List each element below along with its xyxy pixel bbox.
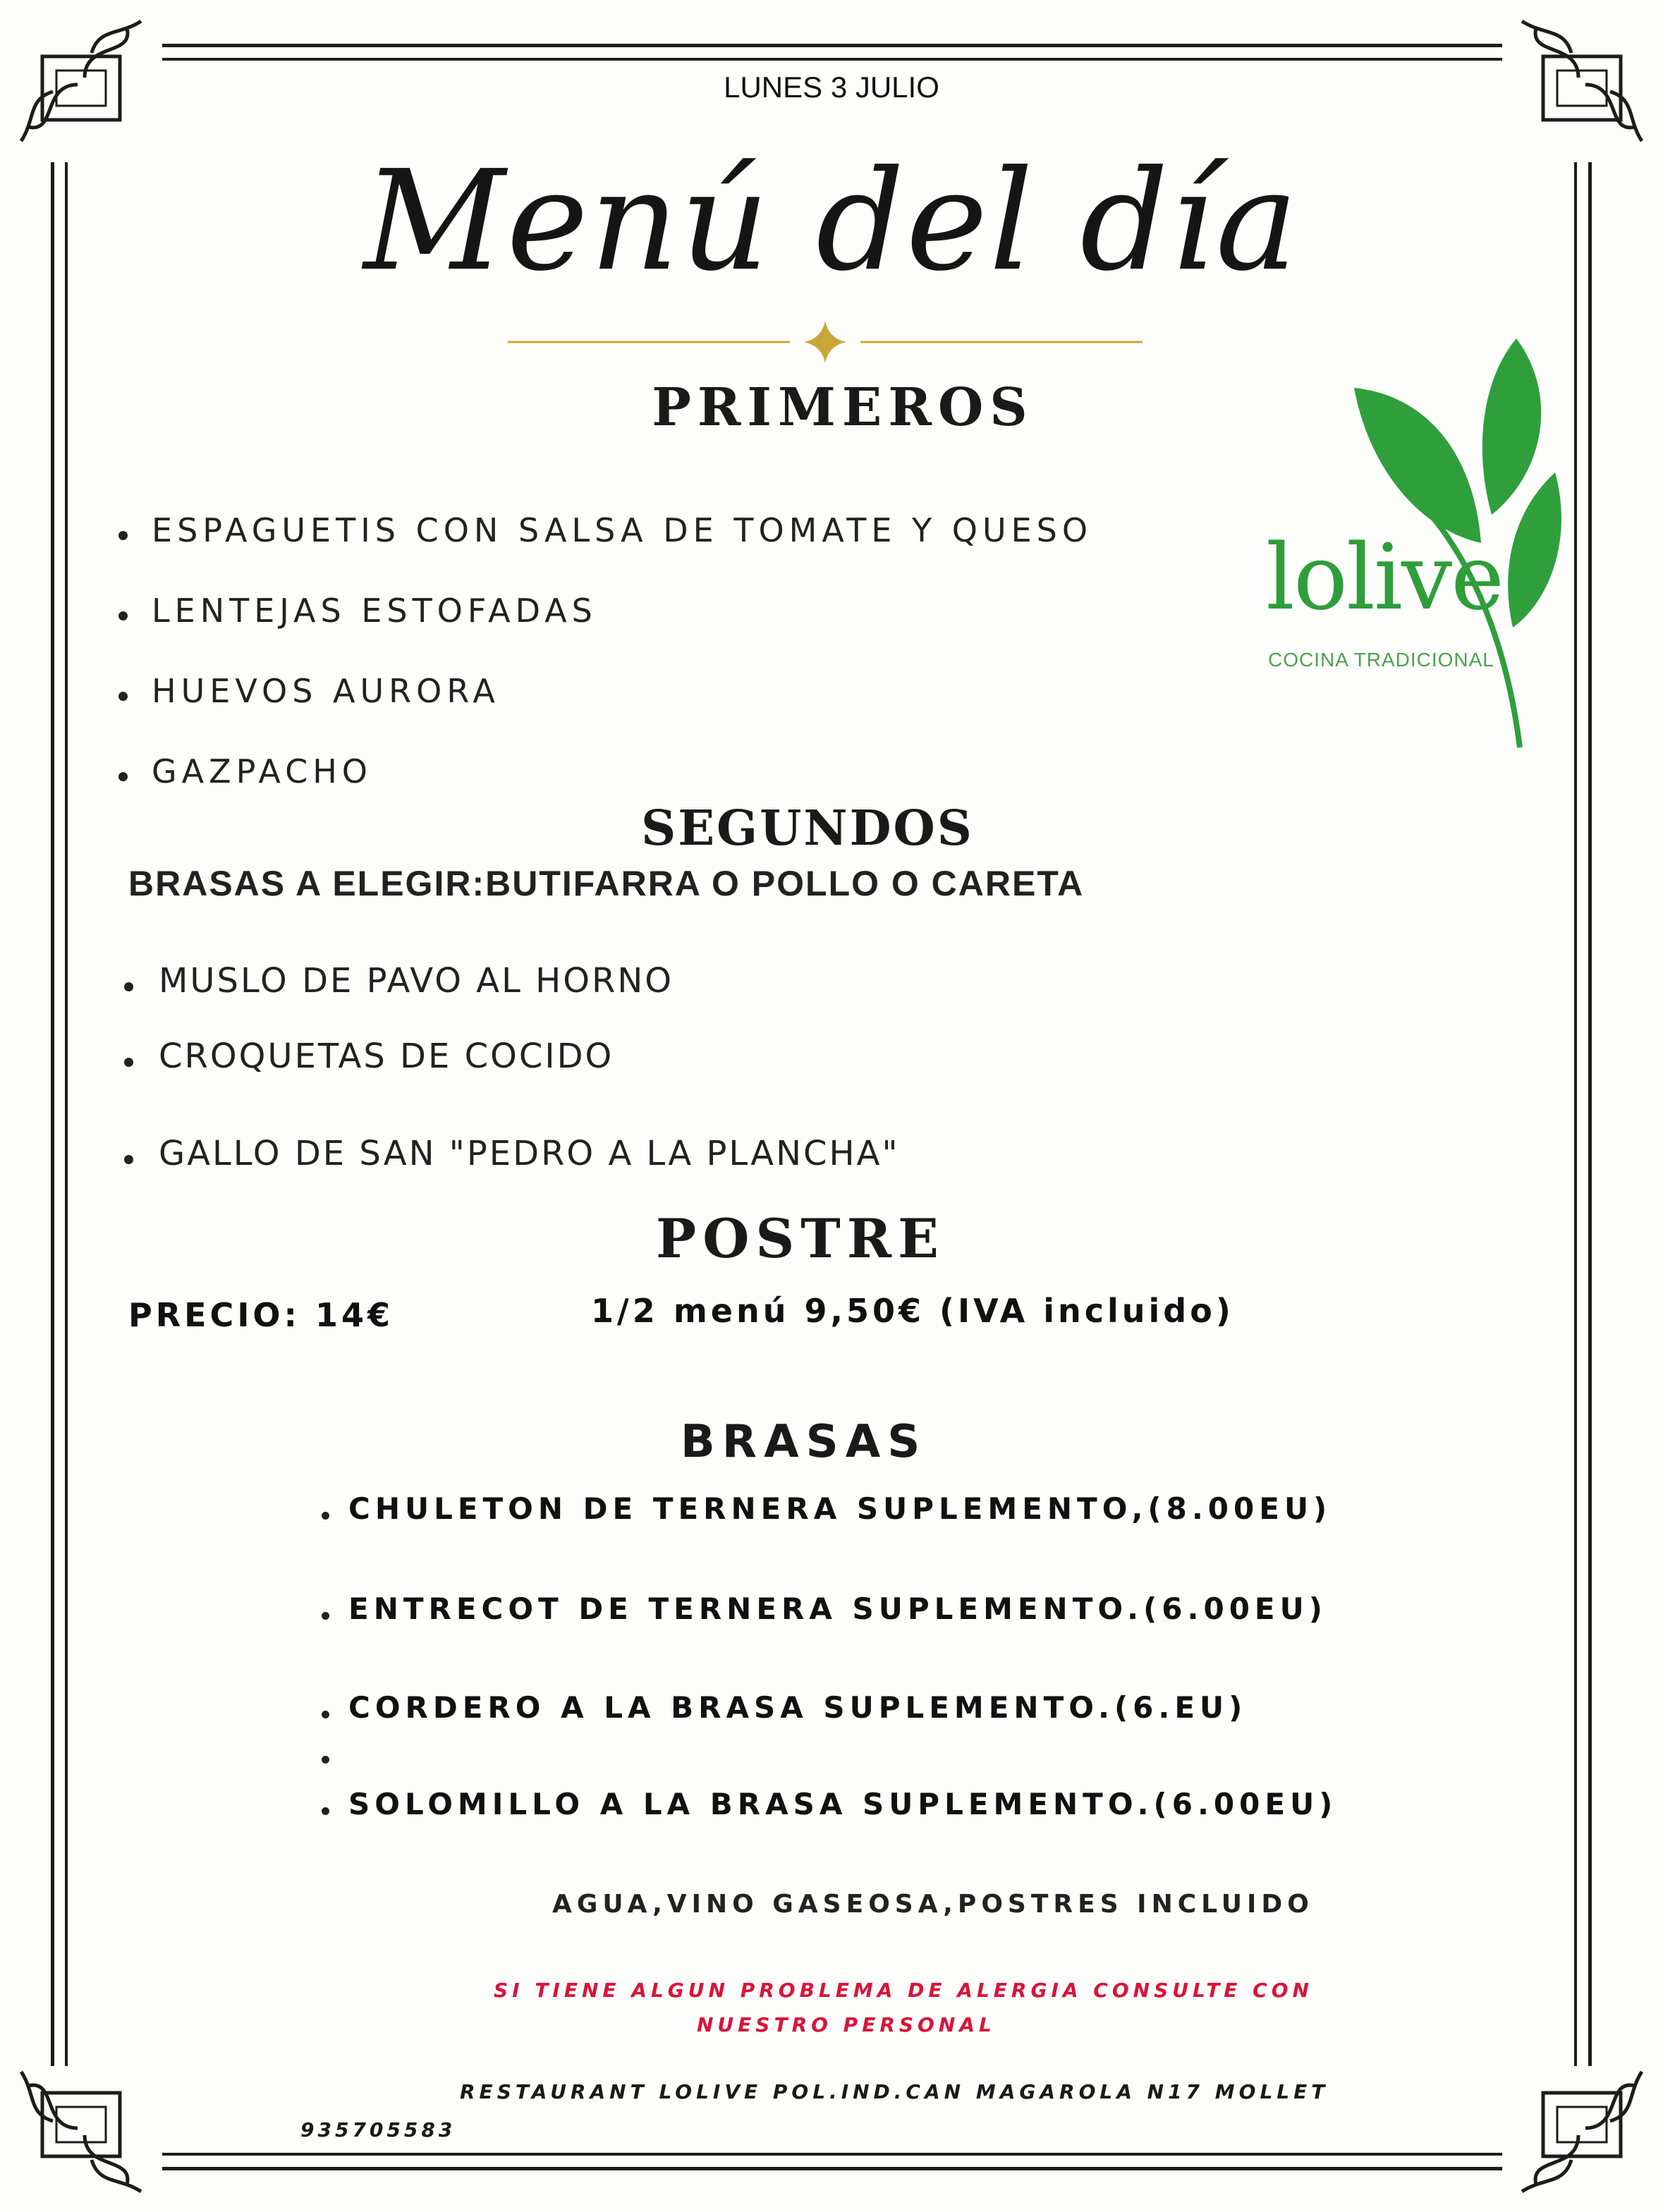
logo-wordmark: lolive — [1266, 525, 1503, 630]
bullet-icon — [118, 531, 128, 540]
corner-ornament-bottom-right-icon — [1515, 2065, 1649, 2199]
bullet-icon — [118, 772, 128, 781]
frame-right-outer — [1588, 162, 1592, 2066]
frame-left-outer — [51, 162, 54, 2066]
primeros-item-1: ESPAGUETIS CON SALSA DE TOMATE Y QUESO — [152, 511, 1093, 549]
frame-top-inner — [162, 58, 1502, 61]
medio-menu-label: 1/2 menú 9,50€ (IVA incluido) — [591, 1292, 1234, 1330]
brasas-heading: BRASAS — [681, 1416, 927, 1468]
bullet-icon — [118, 692, 128, 701]
bullet-icon — [322, 1711, 329, 1718]
segundos-item-2: CROQUETAS DE COCIDO — [159, 1037, 614, 1076]
brasas-item-3: CORDERO A LA BRASA SUPLEMENTO.(6.EU) — [348, 1690, 1248, 1725]
segundos-item-1: MUSLO DE PAVO AL HORNO — [159, 961, 674, 1001]
postre-heading: POSTRE — [656, 1207, 945, 1270]
precio-label: PRECIO: 14€ — [128, 1296, 394, 1334]
segundos-brasas-line: BRASAS A ELEGIR:BUTIFARRA O POLLO O CARETA — [128, 864, 1085, 903]
frame-top-outer — [162, 44, 1502, 47]
bullet-icon — [322, 1512, 329, 1520]
corner-ornament-bottom-left-icon — [14, 2065, 148, 2199]
brasas-item-4: SOLOMILLO A LA BRASA SUPLEMENTO.(6.00EU) — [348, 1787, 1338, 1821]
brasas-item-2: ENTRECOT DE TERNERA SUPLEMENTO.(6.00EU) — [348, 1591, 1327, 1626]
menu-date: LUNES 3 JULIO — [724, 71, 939, 104]
brasas-item-1: CHULETON DE TERNERA SUPLEMENTO,(8.00EU) — [348, 1491, 1332, 1526]
frame-left-inner — [65, 162, 68, 2066]
menu-title: Menú del día — [363, 141, 1300, 302]
allergy-line-2: NUESTRO PERSONAL — [697, 2013, 996, 2036]
restaurant-address: RESTAURANT LOLIVE POL.IND.CAN MAGAROLA N17 MOLLET — [460, 2080, 1329, 2103]
bullet-icon — [124, 1058, 133, 1067]
segundos-item-3: GALLO DE SAN "PEDRO A LA PLANCHA" — [159, 1134, 900, 1173]
allergy-line-1: SI TIENE ALGUN PROBLEMA DE ALERGIA CONSULTE CON — [494, 1979, 1313, 2002]
gold-divider-icon — [508, 321, 1143, 363]
frame-bottom-outer — [162, 2167, 1502, 2170]
frame-bottom-inner — [162, 2153, 1502, 2156]
primeros-heading: PRIMEROS — [652, 377, 1034, 438]
bullet-icon — [124, 1155, 133, 1164]
frame-right-inner — [1574, 162, 1577, 2066]
bullet-icon — [322, 1612, 329, 1620]
logo-subtitle: COCINA TRADICIONAL — [1268, 649, 1494, 671]
phone-number: 935705583 — [300, 2118, 456, 2141]
bullet-icon — [322, 1807, 329, 1815]
bullet-icon — [124, 982, 133, 991]
included-note: AGUA,VINO GASEOSA,POSTRES INCLUIDO — [552, 1890, 1314, 1919]
bullet-empty-icon — [322, 1756, 329, 1764]
segundos-heading: SEGUNDOS — [641, 800, 974, 857]
primeros-item-3: HUEVOS AURORA — [152, 672, 500, 710]
primeros-item-2: LENTEJAS ESTOFADAS — [152, 592, 597, 630]
bullet-icon — [118, 611, 128, 621]
primeros-item-4: GAZPACHO — [152, 752, 372, 790]
